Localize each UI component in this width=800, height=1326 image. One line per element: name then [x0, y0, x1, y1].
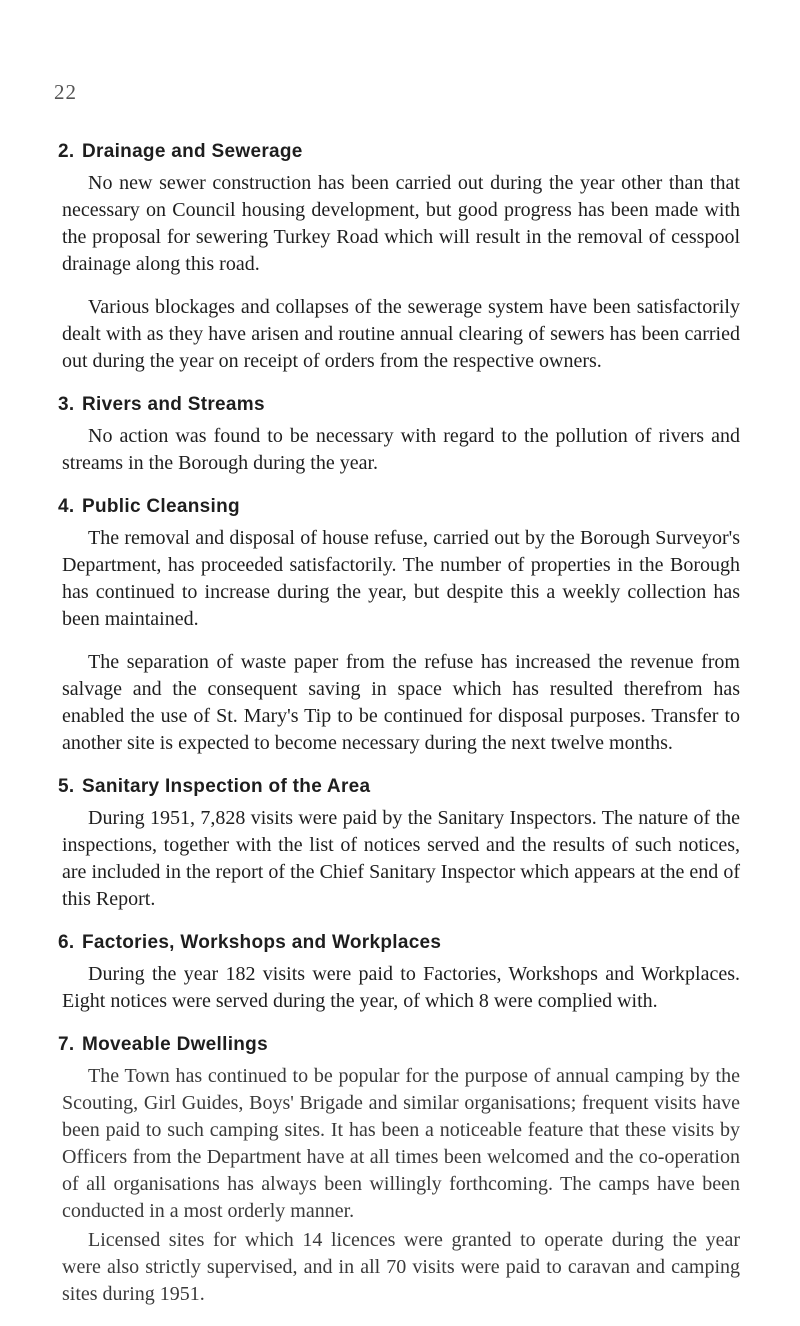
paragraph: During 1951, 7,828 visits were paid by the Sanitary Inspectors. The nature of the inspections, together with the list of notices served and the results of such notices, are included in the report of the Chief Sanitary Inspector which appears at the end of this Report. — [62, 807, 740, 910]
section-title: Factories, Workshops and Workplaces — [82, 932, 442, 953]
section-heading — [58, 140, 740, 164]
paragraph: During the year 182 visits were paid to Factories, Workshops and Workplaces. Eight notices were served during the year, of which 8 were complied with. — [62, 963, 740, 1012]
section-number: 2. — [58, 141, 75, 162]
paragraph: No new sewer construction has been carried out during the year other than that necessary on Council housing development, but good progress has been made with the proposal for sewering Turkey Road which will result in the removal of cesspool drainage along this road. — [62, 172, 740, 275]
section-public-cleansing — [58, 495, 740, 757]
paragraph: Various blockages and collapses of the sewerage system have been satisfactorily dealt with as they have arisen and routine annual clearing of sewers has been carried out during the year on receipt of orders from the respective owners. — [62, 296, 740, 372]
section-factories-workshops — [58, 931, 740, 1015]
section-title: Rivers and Streams — [82, 394, 265, 415]
section-heading — [58, 1033, 740, 1057]
paragraph: The removal and disposal of house refuse, carried out by the Borough Surveyor's Department, has proceeded satisfactorily. The number of properties in the Borough has continued to increase during the year, but despite this a weekly collection has been maintained. — [62, 527, 740, 630]
section-number: 4. — [58, 496, 75, 517]
document-body — [58, 140, 740, 1326]
section-heading — [58, 393, 740, 417]
section-title: Moveable Dwellings — [82, 1034, 268, 1055]
section-heading — [58, 495, 740, 519]
section-drainage-and-sewerage — [58, 140, 740, 375]
section-number: 3. — [58, 394, 75, 415]
section-heading — [58, 931, 740, 955]
section-title: Drainage and Sewerage — [82, 141, 303, 162]
section-title: Sanitary Inspection of the Area — [82, 776, 371, 797]
section-rivers-and-streams — [58, 393, 740, 477]
section-heading — [58, 775, 740, 799]
section-number: 5. — [58, 776, 75, 797]
section-title: Public Cleansing — [82, 496, 240, 517]
paragraph: Licensed sites for which 14 licences were granted to operate during the year were also strictly supervised, and in all 70 visits were paid to caravan and camping sites during 1951. — [62, 1229, 740, 1305]
paragraph: The separation of waste paper from the refuse has increased the revenue from salvage and the consequent saving in space which has resulted therefrom has enabled the use of St. Mary's Tip to be continued for disposal purposes. Transfer to another site is expected to become necessary during the next twelve months. — [62, 651, 740, 754]
section-moveable-dwellings — [58, 1033, 740, 1308]
section-number: 7. — [58, 1034, 75, 1055]
section-number: 6. — [58, 932, 75, 953]
section-sanitary-inspection — [58, 775, 740, 913]
paragraph: The Town has continued to be popular for the purpose of annual camping by the Scouting, Girl Guides, Boys' Brigade and similar organisations; frequent visits have been paid to such camping sites. It has been a noticeable feature that these visits by Officers from the Department have at all times been welcomed and the co-operation of all organisations has always been willingly forthcoming. The camps have been conducted in a most orderly manner. — [62, 1065, 740, 1222]
paragraph: No action was found to be necessary with regard to the pollution of rivers and streams in the Borough during the year. — [62, 425, 740, 474]
page-number: 22 — [54, 80, 77, 104]
